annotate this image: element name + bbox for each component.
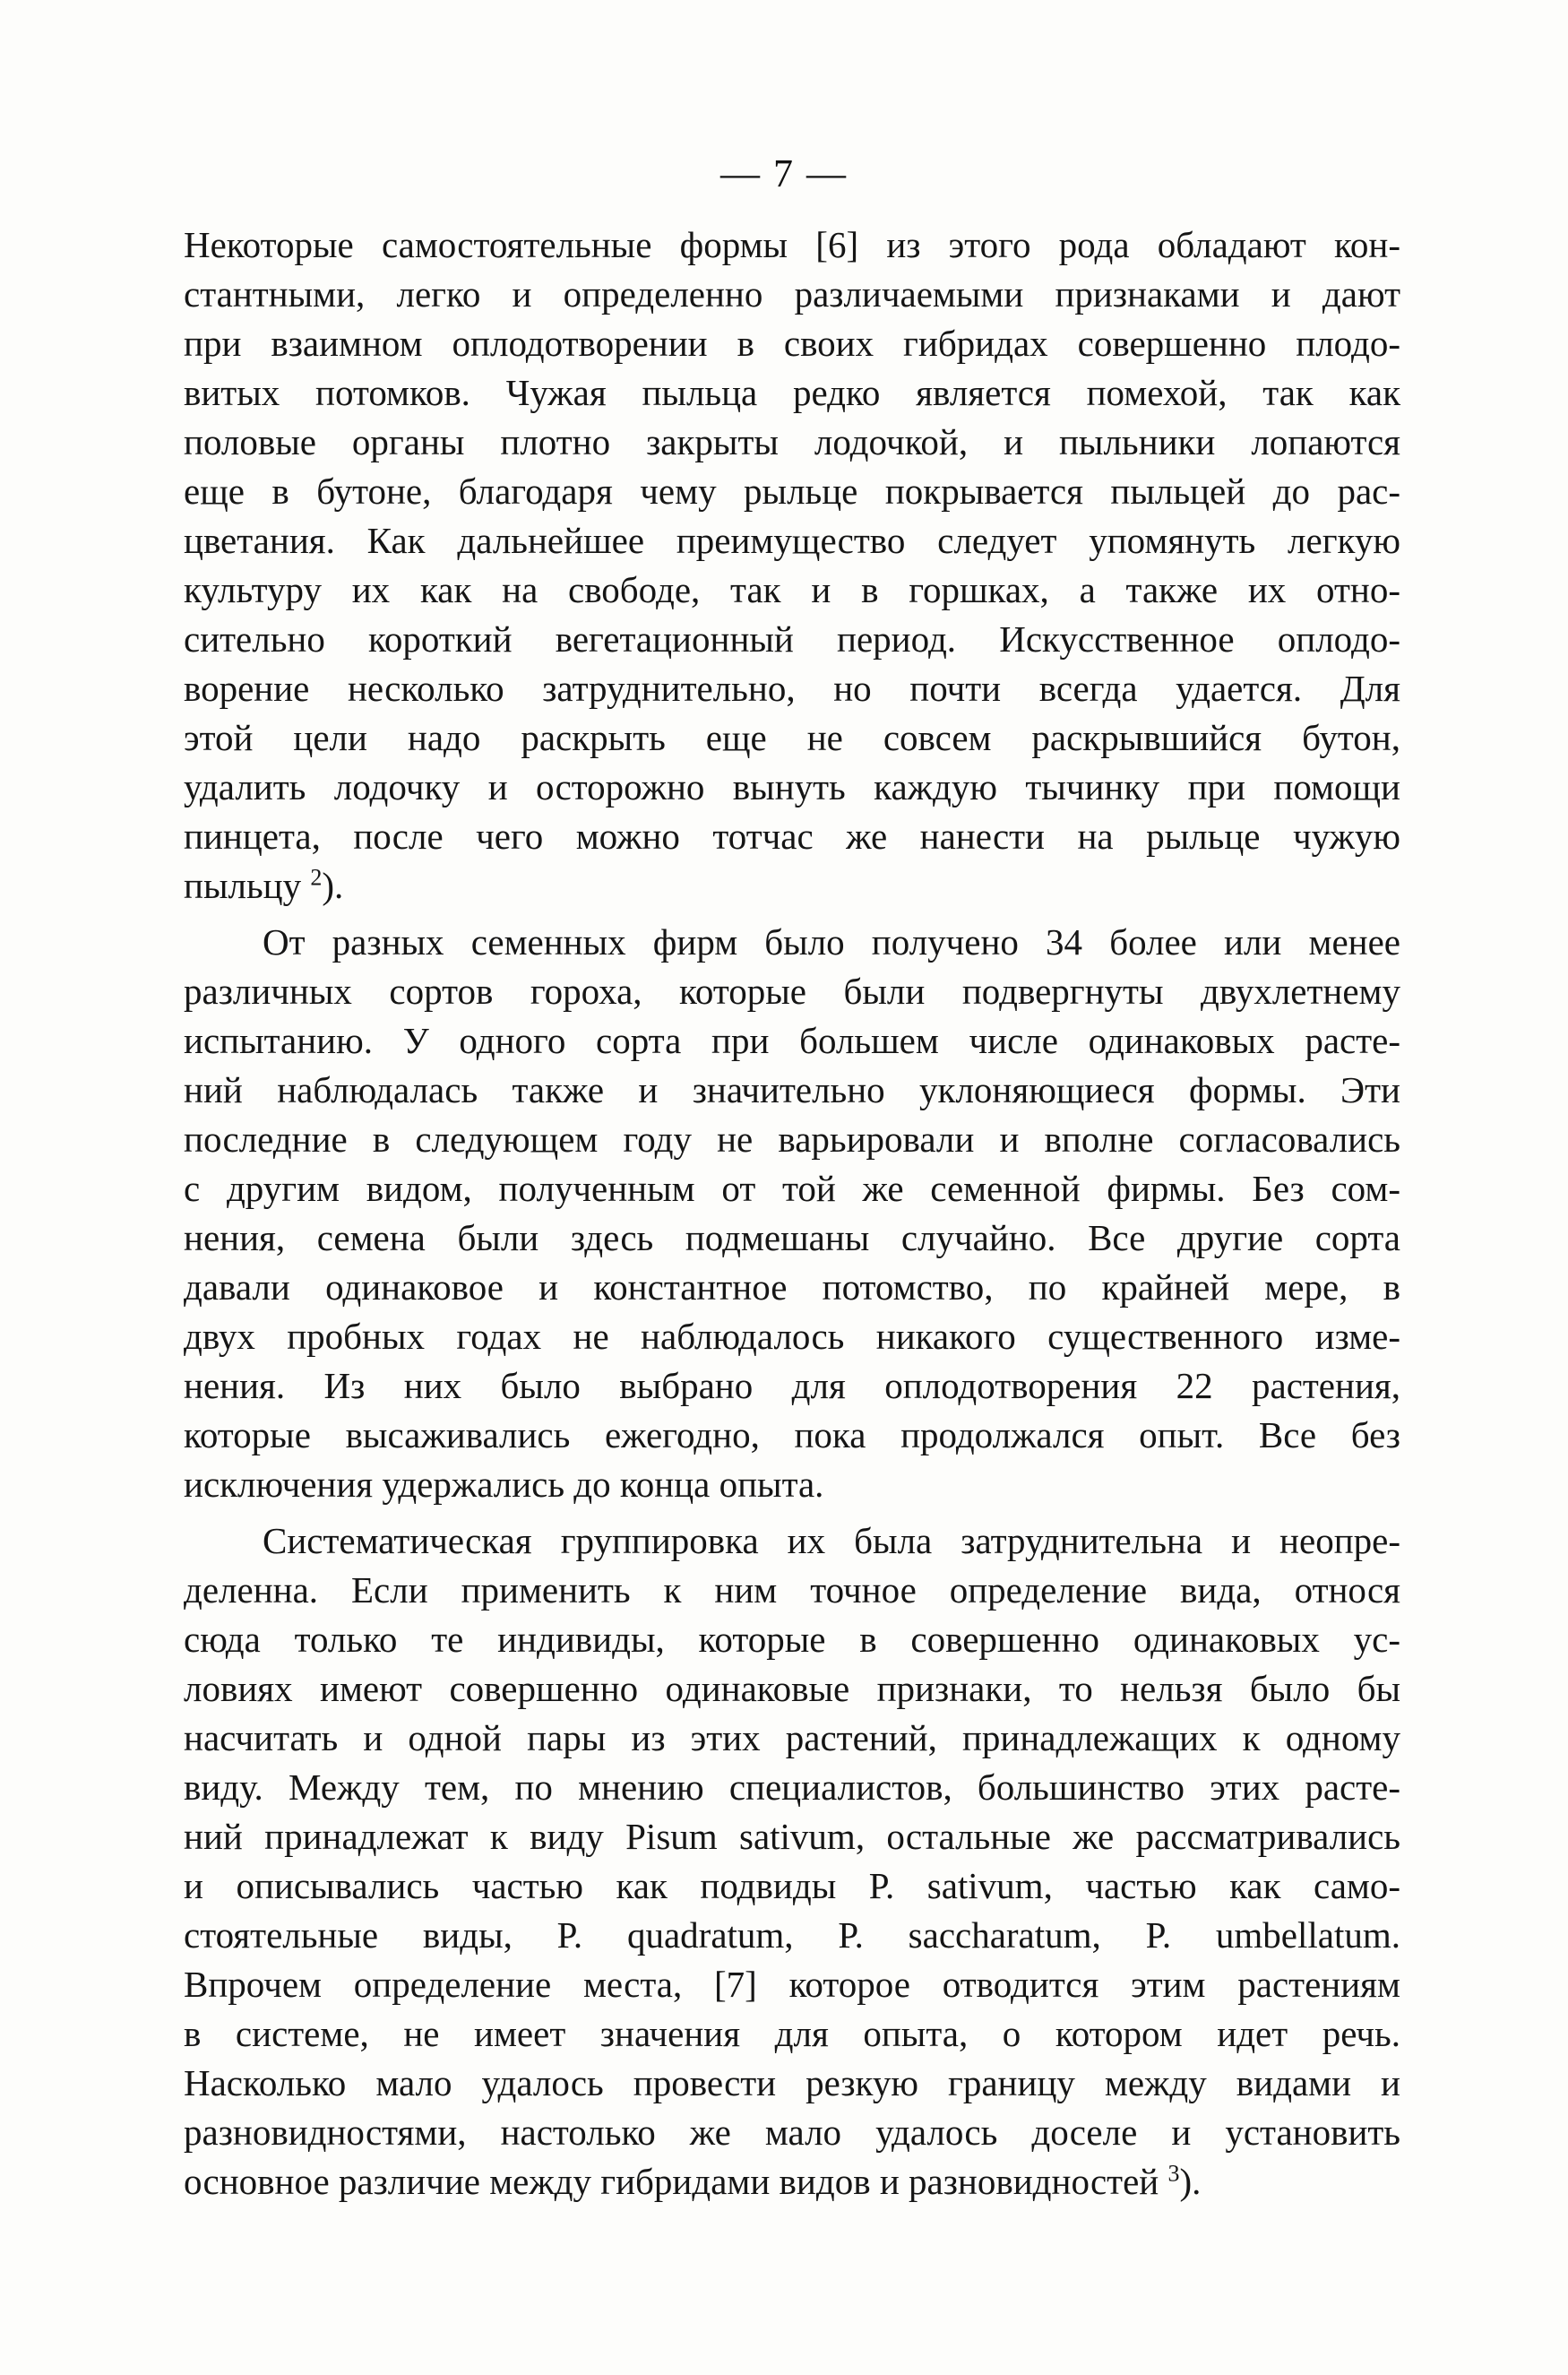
text-line: культуру их как на свободе, так и в горшках, а также их отно- — [184, 569, 1400, 610]
text-line: Некоторые самостоятельные формы [6] из этого рода обладают кон- — [184, 224, 1400, 265]
text-line: Насколько мало удалось провести резкую границу между видами и — [184, 2062, 1400, 2103]
paragraph-2 — [184, 918, 1400, 1509]
text-line-last — [184, 861, 1400, 911]
text-line: еще в бутоне, благодаря чему рыльце покрывается пыльцей до рас- — [184, 471, 1400, 512]
text-line: пинцета, после чего можно тотчас же нанести на рыльце чужую — [184, 816, 1400, 857]
text-line-last: исключения удержались до конца опыта. — [184, 1464, 824, 1505]
text-line: испытанию. У одного сорта при большем числе одинаковых расте- — [184, 1020, 1400, 1061]
text-line: ловиях имеют совершенно одинаковые признаки, то нельзя было бы — [184, 1668, 1400, 1709]
text-fragment: ). — [322, 865, 344, 906]
text-line: Впрочем определение места, [7] которое отводится этим растениям — [184, 1964, 1400, 2005]
footnote-marker: 2 — [310, 864, 323, 891]
text-line: этой цели надо раскрыть еще не совсем раскрывшийся бутон, — [184, 717, 1400, 758]
text-line: последние в следующем году не варьировали и вполне согласовались — [184, 1118, 1400, 1160]
text-line-last — [184, 2157, 1400, 2207]
text-line: виду. Между тем, по мнению специалистов, большинство этих расте- — [184, 1766, 1400, 1808]
text-line: сительно короткий вегетационный период. Искусственное оплодо- — [184, 618, 1400, 660]
text-line: нения, семена были здесь подмешаны случайно. Все другие сорта — [184, 1217, 1400, 1258]
text-line: стоятельные виды, P. quadratum, P. saccharatum, P. umbellatum. — [184, 1914, 1400, 1956]
text-line: при взаимном оплодотворении в своих гибридах совершенно плодо- — [184, 323, 1400, 364]
text-line: различных сортов гороха, которые были подвергнуты двухлетнему — [184, 971, 1400, 1012]
text-line: которые высаживались ежегодно, пока продолжался опыт. Все без — [184, 1414, 1400, 1455]
paragraph-3 — [184, 1516, 1400, 2207]
text-line: деленна. Если применить к ним точное определение вида, относя — [184, 1569, 1400, 1611]
text-line: удалить лодочку и осторожно вынуть каждую тычинку при помощи — [184, 766, 1400, 808]
text-line: От разных семенных фирм было получено 34 более или менее — [263, 921, 1400, 963]
text-line: Систематическая группировка их была затруднительна и неопре- — [263, 1520, 1400, 1561]
text-line: в системе, не имеет значения для опыта, о котором идет речь. — [184, 2013, 1400, 2054]
text-line: разновидностями, настолько же мало удалось доселе и установить — [184, 2112, 1400, 2153]
text-line: цветания. Как дальнейшее преимущество следует упомянуть легкую — [184, 520, 1400, 561]
text-line: сюда только те индивиды, которые в совершенно одинаковых ус- — [184, 1619, 1400, 1660]
page-number: — 7 — — [720, 151, 848, 195]
text-fragment: основное различие между гибридами видов и разновидностей — [184, 2161, 1159, 2202]
text-line: насчитать и одной пары из этих растений, принадлежащих к одному — [184, 1717, 1400, 1758]
text-line: стантными, легко и определенно различаемыми признаками и дают — [184, 273, 1400, 315]
text-line: ворение несколько затруднительно, но почти всегда удается. Для — [184, 668, 1400, 709]
text-line: нения. Из них было выбрано для оплодотворения 22 растения, — [184, 1365, 1400, 1406]
body-text — [184, 220, 1400, 2207]
text-line: ний наблюдалась также и значительно уклоняющиеся формы. Эти — [184, 1069, 1400, 1110]
footnote-marker: 3 — [1167, 2160, 1180, 2187]
text-fragment: ). — [1179, 2161, 1202, 2202]
text-line: ний принадлежат к виду Pisum sativum, остальные же рассматривались — [184, 1816, 1400, 1857]
text-line: давали одинаковое и константное потомство, по крайней мере, в — [184, 1266, 1400, 1308]
text-line: и описывались частью как подвиды P. sativum, частью как само- — [184, 1865, 1400, 1906]
text-fragment: пыльцу — [184, 865, 302, 906]
text-line: витых потомков. Чужая пыльца редко является помехой, так как — [184, 372, 1400, 413]
text-line: с другим видом, полученным от той же семенной фирмы. Без сом- — [184, 1168, 1400, 1209]
text-line: двух пробных годах не наблюдалось никакого существенного изме- — [184, 1316, 1400, 1357]
text-line: половые органы плотно закрыты лодочкой, и пыльники лопаются — [184, 421, 1400, 462]
paragraph-1 — [184, 220, 1400, 911]
